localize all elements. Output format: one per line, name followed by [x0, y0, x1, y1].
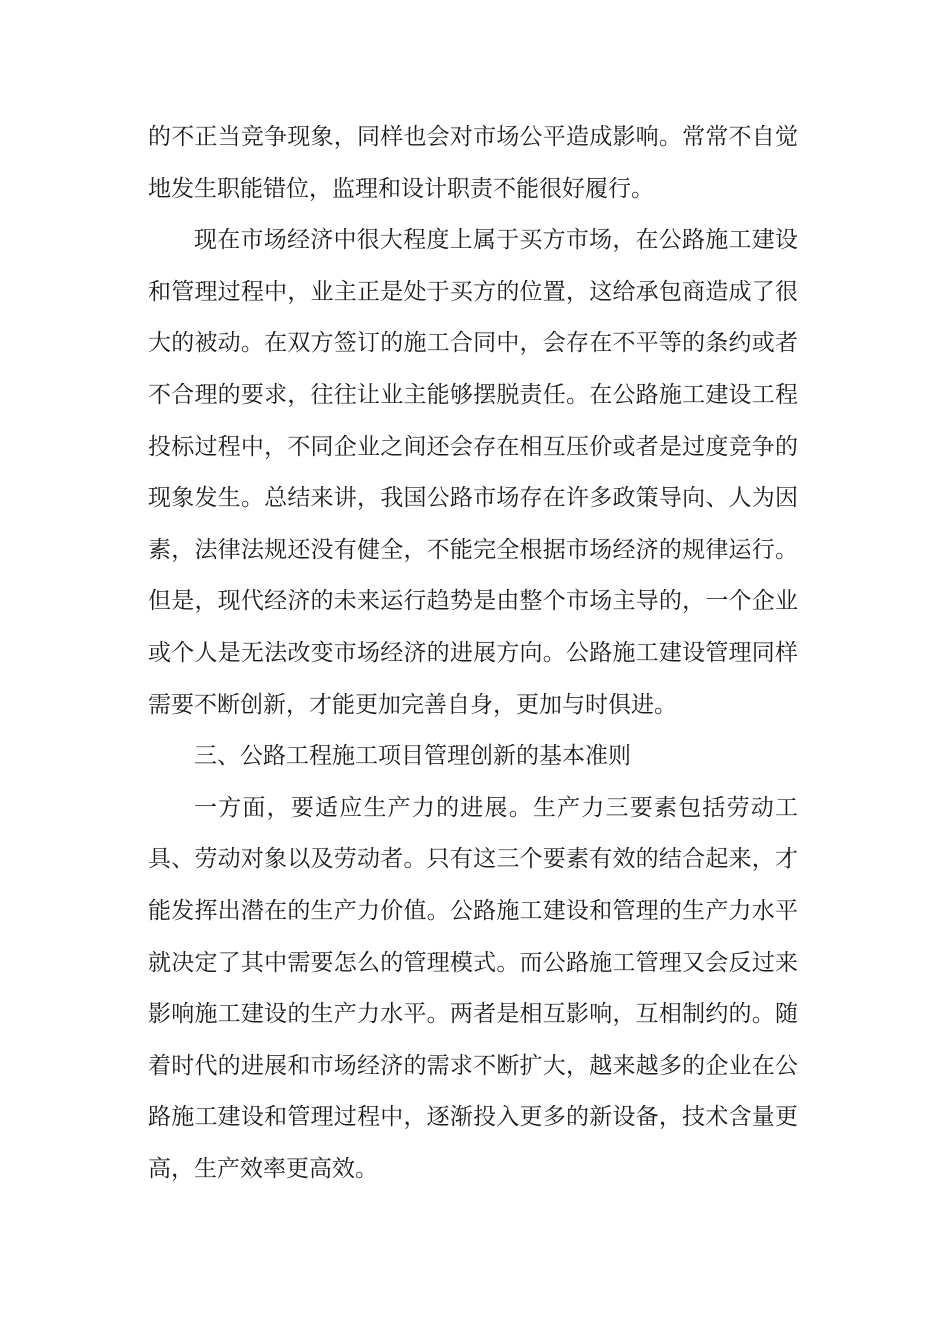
document-body	[148, 112, 798, 1195]
paragraph-market-economy: 现在市场经济中很大程度上属于买方市场，在公路施工建设和管理过程中，业主正是处于买方的位置，这给承包商造成了很大的被动。在双方签订的施工合同中，会存在不平等的条约或者不合理的要求，往往让业主能够摆脱责任。在公路施工建设工程投标过程中，不同企业之间还会存在相互压价或者是过度竞争的现象发生。总结来讲，我国公路市场存在许多政策导向、人为因素，法律法规还没有健全，不能完全根据市场经济的规律运行。但是，现代经济的未来运行趋势是由整个市场主导的，一个企业或个人是无法改变市场经济的进展方向。公路施工建设管理同样需要不断创新，才能更加完善自身，更加与时俱进。	[148, 227, 798, 718]
paragraph-productivity: 一方面，要适应生产力的进展。生产力三要素包括劳动工具、劳动对象以及劳动者。只有这三个要素有效的结合起来，才能发挥出潜在的生产力价值。公路施工建设和管理的生产力水平就决定了其中需要怎么的管理模式。而公路施工管理又会反过来影响施工建设的生产力水平。两者是相互影响，互相制约的。随着时代的进展和市场经济的需求不断扩大，越来越多的企业在公路施工建设和管理过程中，逐渐投入更多的新设备，技术含量更高，生产效率更高效。	[148, 794, 798, 1182]
paragraph-continuation: 的不正当竞争现象，同样也会对市场公平造成影响。常常不自觉地发生职能错位，监理和设计职责不能很好履行。	[148, 124, 798, 202]
section-heading-basic-principles: 三、公路工程施工项目管理创新的基本准则	[194, 743, 631, 770]
